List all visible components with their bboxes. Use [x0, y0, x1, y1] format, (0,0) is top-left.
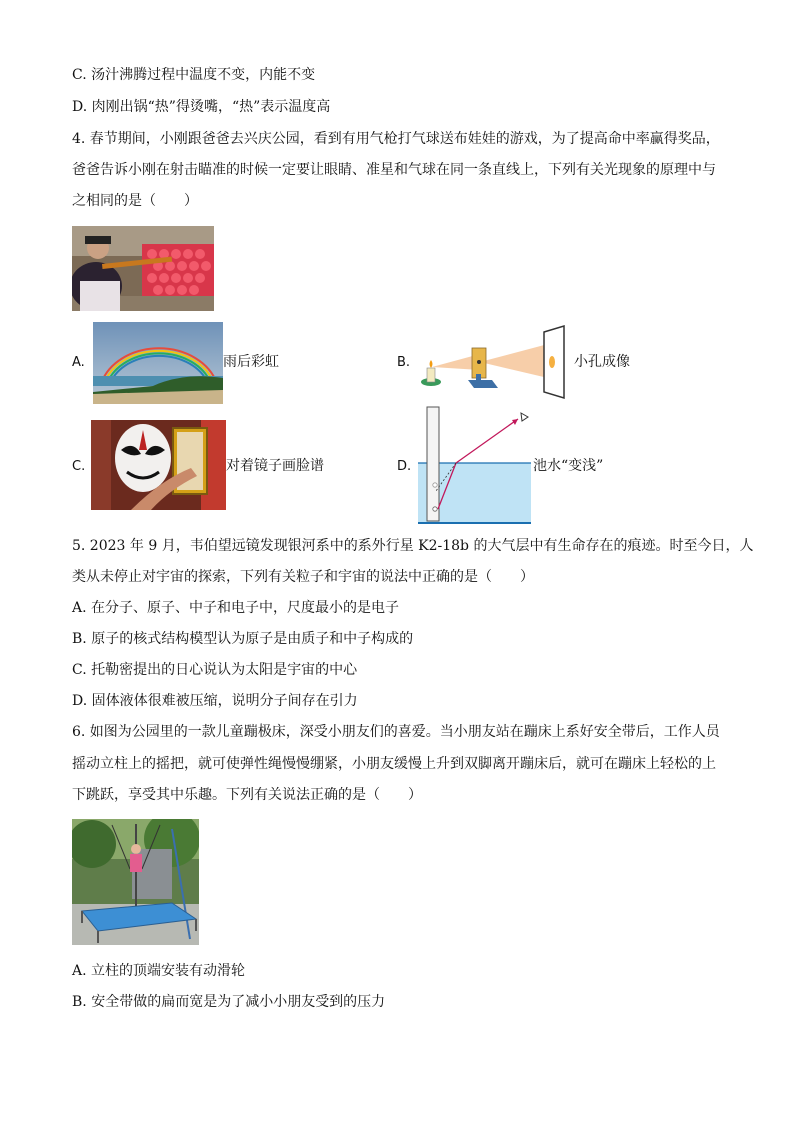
- option-c-letter: C.: [72, 459, 86, 474]
- question-5-option-b: B. 原子的核式结构模型认为原子是由质子和中子构成的: [72, 631, 414, 647]
- question-6-option-a: A. 立柱的顶端安装有动滑轮: [72, 963, 246, 979]
- question-6-line-2: 摇动立柱上的摇把，就可使弹性绳慢慢绷紧，小朋友缓慢上升到双脚离开蹦床后，就可在蹦床上轻松的上: [72, 756, 716, 772]
- question-5-option-c: C. 托勒密提出的日心说认为太阳是宇宙的中心: [72, 662, 358, 678]
- option-b-letter: B.: [397, 355, 411, 370]
- rainbow-photo: [93, 322, 223, 404]
- option-b-caption: 小孔成像: [574, 354, 630, 370]
- question-4-line-3: 之相同的是（ ）: [72, 193, 198, 209]
- question-5-line-1: 5. 2023 年 9 月，韦伯望远镜发现银河系中的系外行星 K2-18b 的大气层中有生命存在的痕迹。时至今日，人: [72, 538, 754, 554]
- shooting-game-photo: [72, 226, 214, 311]
- option-c-text: C. 汤汁沸腾过程中温度不变，内能不变: [72, 67, 316, 83]
- option-a-letter: A.: [72, 355, 85, 370]
- question-5-line-2: 类从未停止对宇宙的探索，下列有关粒子和宇宙的说法中正确的是（ ）: [72, 569, 534, 585]
- option-c-caption: 对着镜子画脸谱: [226, 458, 324, 474]
- question-4-line-1: 4. 春节期间，小刚跟爸爸去兴庆公园，看到有用气枪打气球送布娃娃的游戏，为了提高命中率赢得奖品，: [72, 131, 720, 147]
- question-5-option-d: D. 固体液体很难被压缩，说明分子间存在引力: [72, 693, 358, 709]
- pool-refraction-diagram: [418, 405, 533, 527]
- option-a-caption: 雨后彩虹: [223, 354, 279, 370]
- trampoline-photo: [72, 819, 199, 945]
- pinhole-camera-diagram: [418, 322, 573, 402]
- question-4-line-2: 爸爸告诉小刚在射击瞄准的时候一定要让眼睛、准星和气球在同一条直线上，下列有关光现象的原理中与: [72, 162, 716, 178]
- face-painting-photo: [91, 420, 226, 510]
- question-5-option-a: A. 在分子、原子、中子和电子中，尺度最小的是电子: [72, 600, 400, 616]
- question-6-line-3: 下跳跃，享受其中乐趣。下列有关说法正确的是（ ）: [72, 787, 422, 803]
- question-6-line-1: 6. 如图为公园里的一款儿童蹦极床，深受小朋友们的喜爱。当小朋友站在蹦床上系好安全带后，工作人员: [72, 724, 720, 740]
- option-d-caption: 池水“变浅”: [533, 458, 604, 474]
- option-d-letter: D.: [397, 459, 412, 474]
- option-d-text: D. 肉刚出锅“热”得烫嘴，“热”表示温度高: [72, 99, 331, 115]
- question-6-option-b: B. 安全带做的扁而宽是为了减小小朋友受到的压力: [72, 994, 386, 1010]
